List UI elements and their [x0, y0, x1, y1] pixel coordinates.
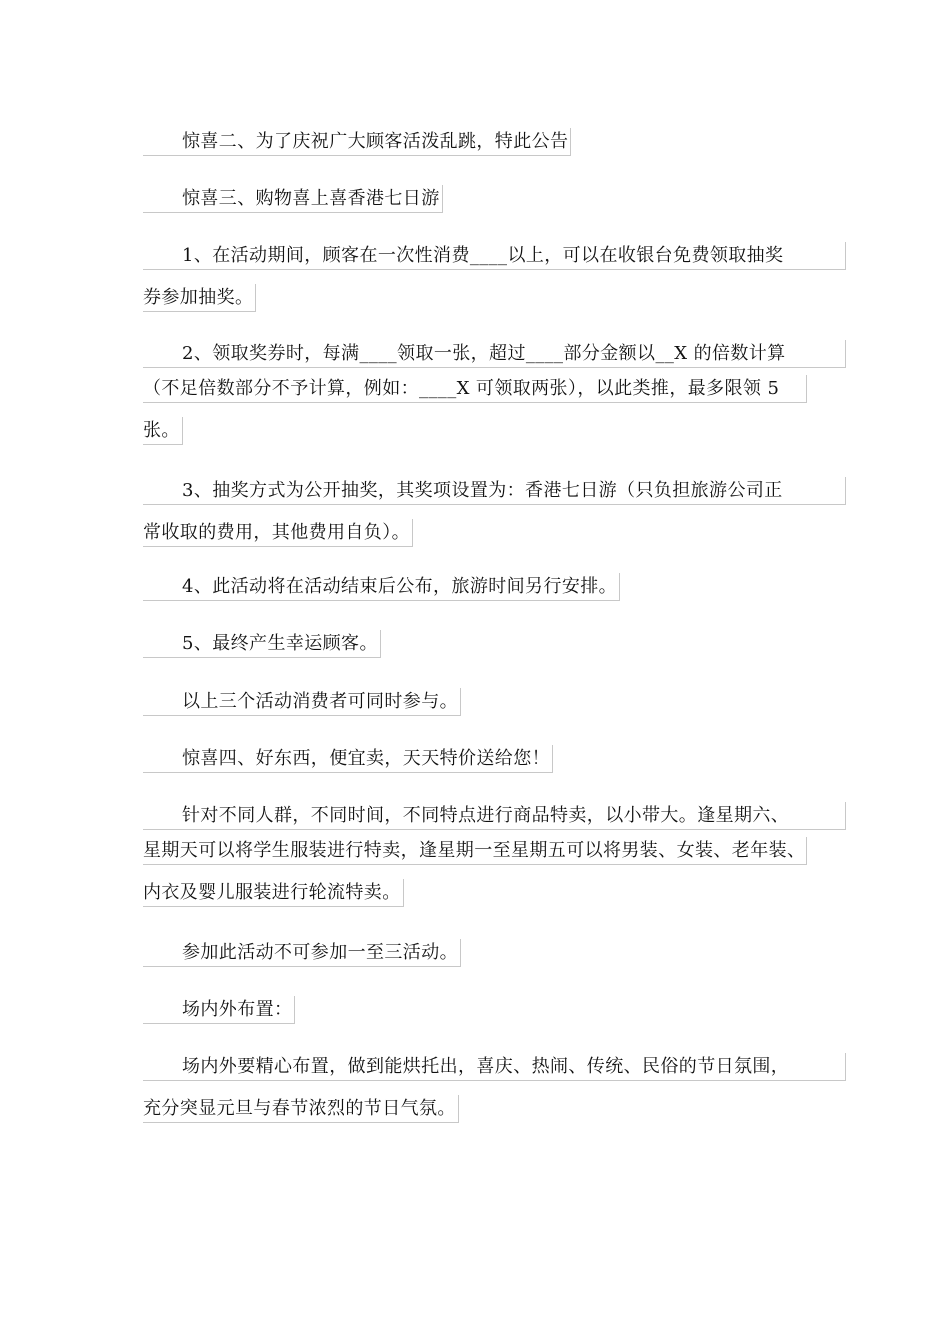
paragraph-summary: [143, 681, 806, 723]
text-line: 惊喜三、购物喜上喜香港七日游: [143, 185, 443, 213]
text-line: 场内外要精心布置，做到能烘托出，喜庆、热闹、传统、民俗的节日氛围，: [143, 1053, 846, 1081]
paragraph-item-5: [143, 623, 806, 665]
text-line: 充分突显元旦与春节浓烈的节日气氛。: [143, 1095, 459, 1123]
text-line: 1、在活动期间，顾客在一次性消费____以上，可以在收银台免费领取抽奖: [143, 242, 846, 270]
paragraph-item-4: [143, 566, 806, 608]
text-line: 内衣及婴儿服装进行轮流特卖。: [143, 879, 404, 907]
paragraph-item-1: [143, 235, 806, 319]
paragraph-item-3: [143, 470, 806, 554]
text-line: （不足倍数部分不予计算，例如：____X 可领取两张），以此类推，最多限领 5: [143, 375, 807, 403]
text-line: 针对不同人群，不同时间，不同特点进行商品特卖，以小带大。逢星期六、: [143, 802, 846, 830]
text-line: 常收取的费用，其他费用自负）。: [143, 519, 413, 547]
text-line: 参加此活动不可参加一至三活动。: [143, 939, 461, 967]
text-line: 4、此活动将在活动结束后公布，旅游时间另行安排。: [143, 573, 620, 601]
paragraph-layout-description: [143, 1046, 806, 1130]
text-line: 惊喜四、好东西，便宜卖，天天特价送给您！: [143, 745, 553, 773]
text-line: 以上三个活动消费者可同时参与。: [143, 688, 461, 716]
paragraph-layout-heading: [143, 989, 806, 1031]
paragraph-special-sale: [143, 795, 806, 914]
text-line: 场内外布置：: [143, 996, 295, 1024]
text-line: 2、领取奖券时，每满____领取一张，超过____部分金额以__X 的倍数计算: [143, 340, 846, 368]
text-line: 惊喜二、为了庆祝广大顾客活泼乱跳，特此公告: [143, 128, 571, 156]
text-line: 券参加抽奖。: [143, 284, 256, 312]
text-line: 3、抽奖方式为公开抽奖，其奖项设置为：香港七日游（只负担旅游公司正: [143, 477, 846, 505]
text-line: 5、最终产生幸运顾客。: [143, 630, 381, 658]
text-line: 张。: [143, 417, 183, 445]
paragraph-surprise-three: [143, 178, 806, 220]
paragraph-item-2: [143, 333, 806, 452]
paragraph-exclusion: [143, 932, 806, 974]
text-line: 星期天可以将学生服装进行特卖，逢星期一至星期五可以将男装、女装、老年装、: [143, 837, 807, 865]
paragraph-surprise-four: [143, 738, 806, 780]
paragraph-surprise-two: [143, 121, 806, 163]
